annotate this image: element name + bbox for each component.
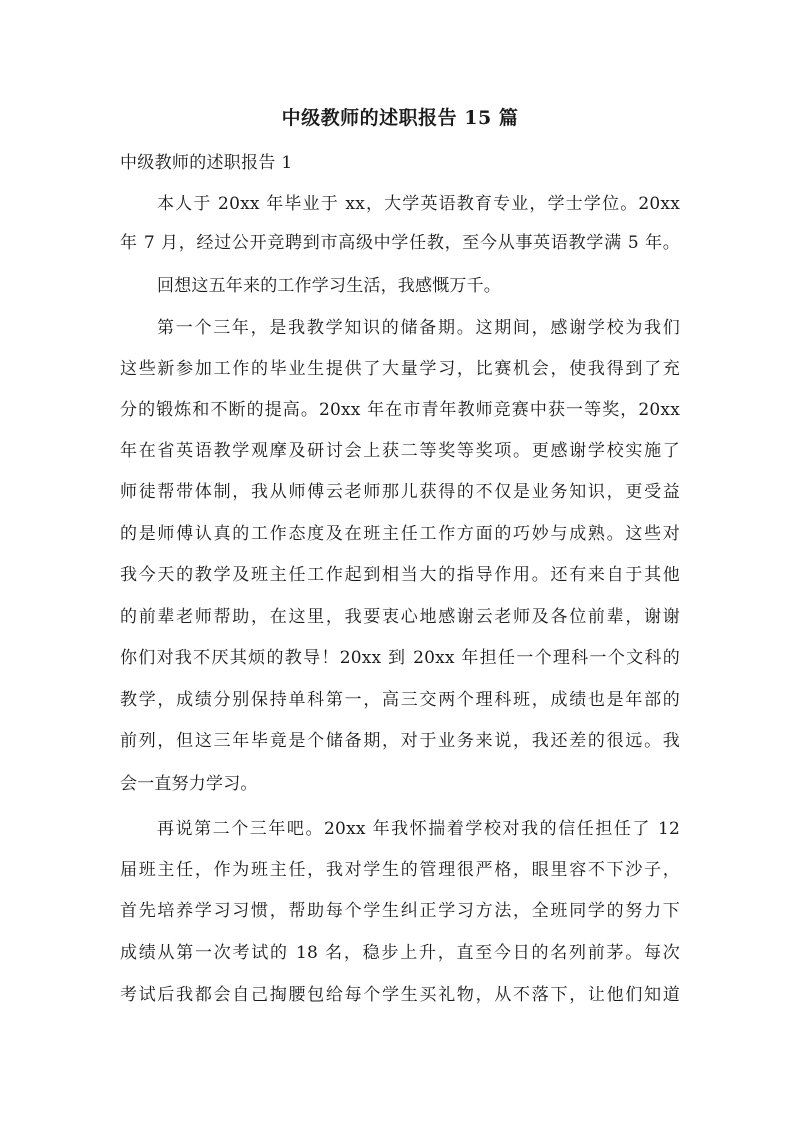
text-line: 第一个三年，是我教学知识的储备期。这期间，感谢学校为我们	[157, 318, 680, 338]
text-line: 分的锻炼和不断的提高。20xx 年在市青年教师竞赛中获一等奖，20xx	[120, 400, 680, 420]
text-line: 前列，但这三年毕竟是个储备期，对于业务来说，我还差的很远。我	[120, 731, 680, 751]
text-line: 教学，成绩分别保持单科第一，高三交两个理科班，成绩也是年部的	[120, 690, 680, 710]
text-line: 的是师傅认真的工作态度及在班主任工作方面的巧妙与成熟。这些对	[120, 524, 680, 544]
document-title: 中级教师的述职报告 15 篇	[281, 107, 519, 129]
text-line: 的前辈老师帮助，在这里，我要衷心地感谢云老师及各位前辈，谢谢	[120, 607, 680, 627]
text-line: 成绩从第一次考试的 18 名，稳步上升，直至今日的名列前茅。每次	[120, 943, 680, 963]
text-line: 年 7 月，经过公开竞聘到市高级中学任教，至今从事英语教学满 5 年。	[120, 233, 680, 253]
text-line: 回想这五年来的工作学习生活，我感慨万千。	[157, 276, 501, 296]
text-line: 本人于 20xx 年毕业于 xx，大学英语教育专业，学士学位。20xx	[157, 194, 680, 214]
text-line: 师徒帮带体制，我从师傅云老师那儿获得的不仅是业务知识，更受益	[120, 482, 680, 502]
text-line: 年在省英语教学观摩及研讨会上获二等奖等奖项。更感谢学校实施了	[120, 441, 680, 461]
text-line: 考试后我都会自己掏腰包给每个学生买礼物，从不落下，让他们知道	[120, 985, 680, 1005]
section-heading: 中级教师的述职报告 1	[120, 153, 293, 173]
text-line: 这些新参加工作的毕业生提供了大量学习，比赛机会，使我得到了充	[120, 359, 680, 379]
text-line: 首先培养学习习惯，帮助每个学生纠正学习方法，全班同学的努力下	[120, 901, 680, 921]
text-line: 再说第二个三年吧。20xx 年我怀揣着学校对我的信任担任了 12	[157, 819, 680, 839]
text-line: 我今天的教学及班主任工作起到相当大的指导作用。还有来自于其他	[120, 565, 680, 585]
text-line: 届班主任，作为班主任，我对学生的管理很严格，眼里容不下沙子，	[120, 860, 680, 880]
text-line: 会一直努力学习。	[120, 774, 258, 794]
text-line: 你们对我不厌其烦的教导！20xx 到 20xx 年担任一个理科一个文科的	[120, 648, 680, 668]
